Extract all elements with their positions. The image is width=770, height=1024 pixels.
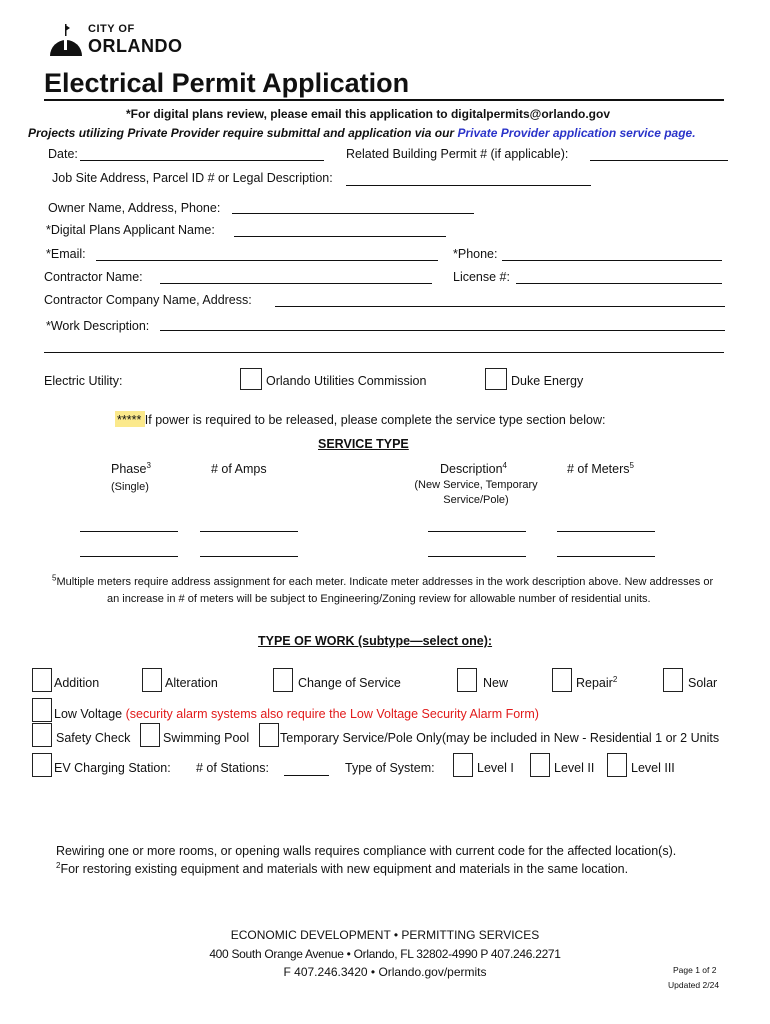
phase-header: [111, 460, 151, 476]
low-voltage-checkbox[interactable]: [32, 698, 52, 722]
low-voltage-text: Low Voltage: [54, 707, 123, 721]
level-1-label: Level I: [477, 761, 514, 775]
email-field[interactable]: [96, 260, 438, 261]
change-of-service-checkbox[interactable]: [273, 668, 293, 692]
phone-field[interactable]: [502, 260, 722, 261]
power-note: ***** If power is required to be released, please complete the service type section below:: [117, 413, 606, 427]
phase-header-text: Phase: [111, 462, 147, 476]
phone-label: *Phone:: [453, 247, 498, 261]
date-field[interactable]: [80, 160, 324, 161]
logo-main-text: ORLANDO: [88, 36, 183, 56]
meters-field-1[interactable]: [557, 531, 655, 532]
page-number: Page 1 of 2: [673, 965, 717, 975]
description-header-sup: 4: [502, 460, 507, 470]
repair-label: [576, 674, 618, 690]
duke-energy-label: Duke Energy: [511, 374, 584, 388]
amps-field-2[interactable]: [200, 556, 298, 557]
email-label: *Email:: [46, 247, 86, 261]
repair-label-text: Repair: [576, 676, 613, 690]
company-label: Contractor Company Name, Address:: [44, 293, 252, 307]
company-field[interactable]: [275, 306, 725, 307]
phase-field-2[interactable]: [80, 556, 178, 557]
private-provider-link[interactable]: Private Provider application service page.: [457, 126, 696, 140]
restoring-note-sup: 2: [56, 860, 61, 870]
contractor-label: Contractor Name:: [44, 270, 143, 284]
ev-charging-checkbox[interactable]: [32, 753, 52, 777]
level-3-label: Level III: [631, 761, 675, 775]
contractor-field[interactable]: [160, 283, 432, 284]
work-description-label: *Work Description:: [46, 319, 150, 333]
restoring-note-text: For restoring existing equipment and materials with new equipment and materials in the same location.: [60, 862, 629, 876]
type-of-work-heading: TYPE OF WORK (subtype—select one):: [258, 634, 493, 648]
addition-checkbox[interactable]: [32, 668, 52, 692]
stations-label: # of Stations:: [196, 761, 269, 775]
work-description-field-2[interactable]: [44, 352, 724, 353]
meters-header-sup: 5: [629, 460, 634, 470]
license-field[interactable]: [516, 283, 722, 284]
footer-line-3: F 407.246.3420 • Orlando.gov/permits: [283, 965, 487, 979]
duke-energy-checkbox[interactable]: [485, 368, 507, 390]
ouc-label: Orlando Utilities Commission: [266, 374, 427, 388]
footnote-5-text: Multiple meters require address assignment for each meter. Indicate meter addresses in the work description above. New addresses or: [56, 576, 714, 588]
license-label: License #:: [453, 270, 510, 284]
temporary-service-checkbox[interactable]: [259, 723, 279, 747]
addition-label: Addition: [54, 676, 100, 690]
applicant-label: *Digital Plans Applicant Name:: [46, 223, 215, 237]
description-subheader-1: (New Service, Temporary: [414, 479, 538, 491]
digital-review-note: *For digital plans review, please email this application to digitalpermits@orlando.gov: [126, 107, 611, 121]
work-description-field[interactable]: [160, 330, 725, 331]
job-site-label: Job Site Address, Parcel ID # or Legal Description:: [52, 171, 333, 185]
private-provider-note: [28, 127, 696, 139]
solar-checkbox[interactable]: [663, 668, 683, 692]
phase-field-1[interactable]: [80, 531, 178, 532]
amps-header: # of Amps: [211, 462, 267, 476]
owner-field[interactable]: [232, 213, 474, 214]
related-permit-field[interactable]: [590, 160, 728, 161]
meters-header-text: # of Meters: [567, 462, 630, 476]
system-type-label: Type of System:: [345, 761, 435, 775]
amps-field-1[interactable]: [200, 531, 298, 532]
applicant-field[interactable]: [234, 236, 446, 237]
restoring-note: [56, 860, 629, 876]
safety-check-checkbox[interactable]: [32, 723, 52, 747]
low-voltage-note: (security alarm systems also require the Low Voltage Security Alarm Form): [122, 707, 539, 721]
safety-check-label: Safety Check: [56, 731, 131, 745]
phase-subheader: (Single): [111, 481, 149, 493]
footnote-5-line-2: an increase in # of meters will be subject to Engineering/Zoning review for allowable number of residential units.: [107, 593, 651, 605]
job-site-field[interactable]: [346, 185, 591, 186]
footnote-5-sup: 5: [52, 573, 57, 583]
description-subheader-2: Service/Pole): [443, 494, 509, 506]
alteration-checkbox[interactable]: [142, 668, 162, 692]
title-rule: [44, 99, 724, 101]
private-provider-text: Projects utilizing Private Provider require submittal and application via our: [28, 126, 458, 140]
repair-checkbox[interactable]: [552, 668, 572, 692]
ev-charging-label: EV Charging Station:: [54, 761, 171, 775]
phase-header-sup: 3: [146, 460, 151, 470]
city-logo: [46, 22, 196, 58]
owner-label: Owner Name, Address, Phone:: [48, 201, 221, 215]
temporary-service-label: Temporary Service/Pole Only(may be included in New - Residential 1 or 2 Units: [280, 731, 720, 745]
updated-date: Updated 2/24: [668, 980, 720, 990]
stations-field[interactable]: [284, 775, 329, 776]
related-permit-label: Related Building Permit # (if applicable):: [346, 147, 569, 161]
footer-line-2: 400 South Orange Avenue • Orlando, FL 32802-4990 P 407.246.2271: [209, 947, 561, 961]
alteration-label: Alteration: [165, 676, 218, 690]
change-of-service-label: Change of Service: [298, 676, 401, 690]
description-field-2[interactable]: [428, 556, 526, 557]
level-1-checkbox[interactable]: [453, 753, 473, 777]
solar-label: Solar: [688, 676, 718, 690]
level-2-checkbox[interactable]: [530, 753, 550, 777]
new-checkbox[interactable]: [457, 668, 477, 692]
level-3-checkbox[interactable]: [607, 753, 627, 777]
logo-top-text: CITY OF: [88, 23, 135, 35]
date-label: Date:: [48, 147, 78, 161]
footer-line-1: ECONOMIC DEVELOPMENT • PERMITTING SERVICES: [230, 928, 540, 942]
ouc-checkbox[interactable]: [240, 368, 262, 390]
rewiring-note: Rewiring one or more rooms, or opening walls requires compliance with current code for the affected location(s).: [56, 844, 677, 858]
low-voltage-label: [54, 708, 539, 721]
level-2-label: Level II: [554, 761, 595, 775]
city-logo-icon: [46, 22, 86, 58]
footnote-5-line-1: [52, 573, 714, 588]
electric-utility-label: Electric Utility:: [44, 374, 123, 388]
swimming-pool-label: Swimming Pool: [163, 731, 250, 745]
description-header-text: Description: [440, 462, 503, 476]
description-field-1[interactable]: [428, 531, 526, 532]
swimming-pool-checkbox[interactable]: [140, 723, 160, 747]
description-header: [440, 460, 507, 476]
page-title: Electrical Permit Application: [44, 68, 410, 98]
meters-header: [567, 460, 634, 476]
meters-field-2[interactable]: [557, 556, 655, 557]
new-label: New: [483, 676, 509, 690]
service-type-heading: SERVICE TYPE: [318, 437, 409, 451]
repair-label-sup: 2: [612, 674, 618, 684]
